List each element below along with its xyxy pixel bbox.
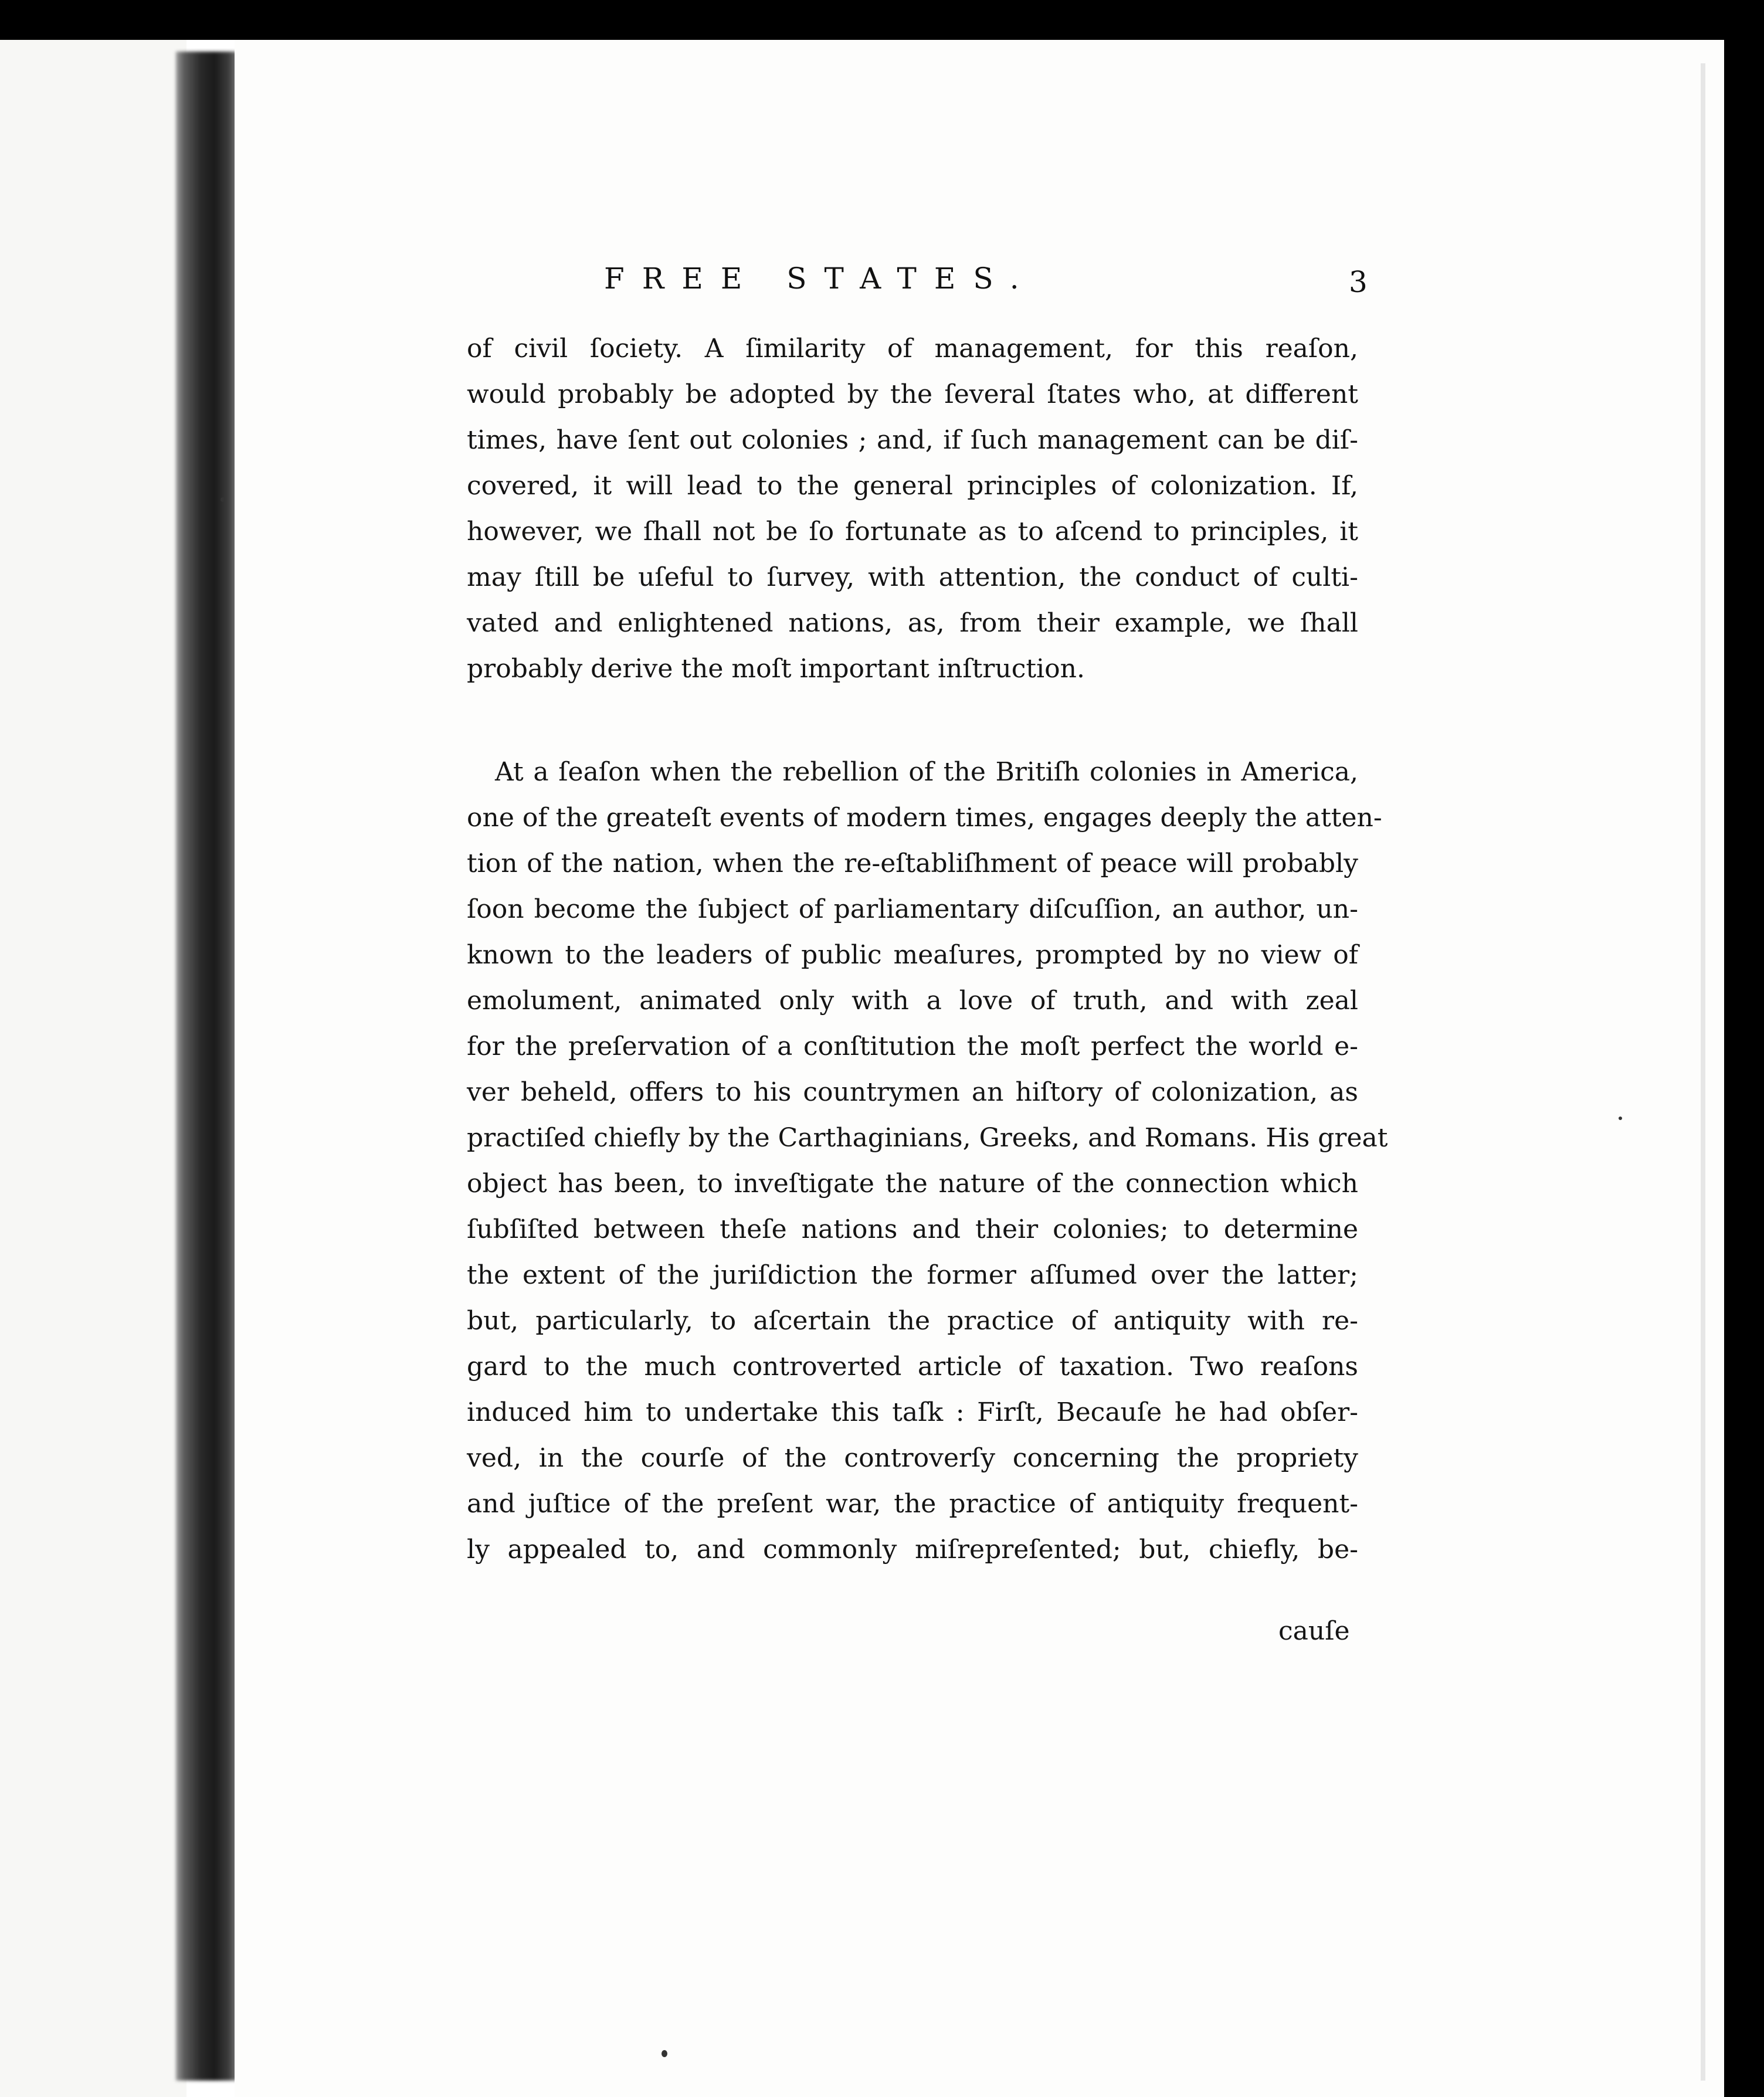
text-line: induced him to undertake this taſk : Firſt, Becauſe he had obſer- <box>467 1397 1358 1427</box>
text-line: At a ſeaſon when the rebellion of the Britiſh colonies in America, <box>495 757 1358 787</box>
text-line: emolument, animated only with a love of truth, and with zeal <box>467 986 1358 1016</box>
paragraph-1 <box>467 326 1358 692</box>
text-line: would probably be adopted by the ſeveral ſtates who, at different <box>467 379 1358 409</box>
paragraph-2 <box>467 749 1388 1573</box>
text-line: vated and enlightened nations, as, from their example, we ſhall <box>467 608 1358 638</box>
text-line: probably derive the moſt important inſtruction. <box>467 654 1085 684</box>
catchword: cauſe <box>1278 1616 1350 1646</box>
text-line: ved, in the courſe of the controverſy concerning the propriety <box>467 1443 1358 1473</box>
left-page-margin <box>0 40 186 2097</box>
text-line: the extent of the juriſdiction the former aſſumed over the latter; <box>467 1260 1358 1290</box>
dust-speck <box>662 2050 667 2057</box>
text-line: practiſed chiefly by the Carthaginians, Greeks, and Romans. His great <box>467 1123 1388 1153</box>
text-line: and juſtice of the preſent war, the practice of antiquity frequent- <box>467 1489 1358 1519</box>
running-head: FREE STATES. <box>604 262 1037 296</box>
text-line: but, particularly, to aſcertain the practice of antiquity with re- <box>467 1306 1358 1336</box>
text-line: known to the leaders of public meaſures, prompted by no view of <box>467 940 1358 970</box>
text-line: object has been, to inveſtigate the nature of the connection which <box>467 1169 1358 1199</box>
dust-speck <box>220 497 225 502</box>
dust-speck <box>1619 1117 1622 1120</box>
text-line: for the preſervation of a conſtitution the moſt perfect the world e- <box>467 1031 1358 1061</box>
text-line: tion of the nation, when the re-eſtabliſhment of peace will probably <box>467 849 1358 878</box>
text-line: times, have ſent out colonies ; and, if ſuch management can be diſ- <box>467 425 1358 455</box>
page-edge <box>1701 63 1705 2081</box>
text-line: however, we ſhall not be ſo fortunate as to aſcend to principles, it <box>467 517 1358 547</box>
text-line: ſoon become the ſubject of parliamentary diſcuſſion, an author, un- <box>467 894 1358 924</box>
text-line: covered, it will lead to the general principles of colonization. If, <box>467 471 1358 501</box>
text-line: may ſtill be uſeful to ſurvey, with attention, the conduct of culti- <box>467 562 1358 592</box>
text-line: gard to the much controverted article of taxation. Two reaſons <box>467 1352 1358 1382</box>
text-line: ſubſiſted between theſe nations and their colonies; to determine <box>467 1214 1358 1244</box>
page-number: 3 <box>1349 265 1368 299</box>
book-scan <box>0 40 1724 2097</box>
text-line: one of the greateſt events of modern times, engages deeply the atten- <box>467 803 1382 833</box>
text-line: ly appealed to, and commonly miſrepreſented; but, chiefly, be- <box>467 1535 1358 1565</box>
text-line: ver beheld, offers to his countrymen an hiſtory of colonization, as <box>467 1077 1358 1107</box>
text-line: of civil ſociety. A ſimilarity of management, for this reaſon, <box>467 334 1358 364</box>
